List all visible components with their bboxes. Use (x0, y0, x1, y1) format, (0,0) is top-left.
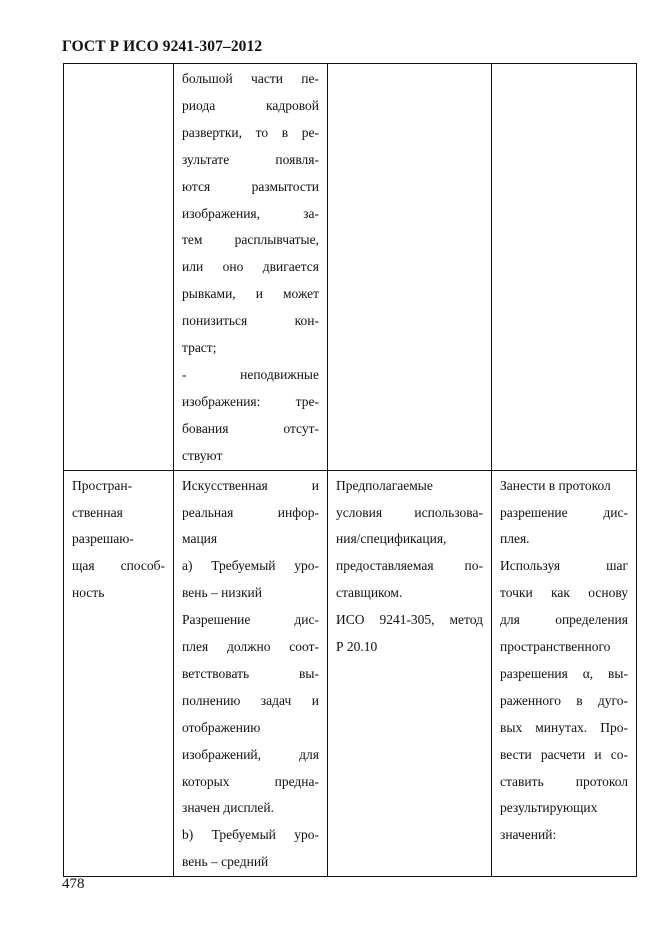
text-line: разрешаю- (72, 531, 134, 547)
table-cell-requirements (174, 64, 328, 471)
text-line: ИСО 9241-305, метод (336, 612, 483, 628)
text-line: понизиться кон- (182, 313, 319, 329)
text-line: - неподвижные (182, 366, 319, 382)
text-line: бования отсут- (182, 420, 319, 436)
table-row (64, 470, 637, 877)
text-line: раженного в дуго- (500, 692, 628, 708)
text-line: предоставляемая по- (336, 558, 483, 574)
text-line: плея должно соот- (182, 639, 319, 655)
text-line: Занести в протокол (500, 477, 611, 493)
text-line: изображения: тре- (182, 393, 319, 409)
text-line: для определения (500, 612, 628, 628)
text-line: большой части пе- (182, 71, 319, 86)
table-cell-conditions (328, 64, 492, 471)
text-line: Искусственная и (182, 477, 319, 493)
text-line: точки как основу (500, 585, 628, 601)
table-cell-requirements (174, 470, 328, 877)
text-line: Р 20.10 (336, 639, 378, 655)
text-line: результирующих (500, 800, 598, 816)
text-line: вых минутах. Про- (500, 719, 628, 735)
text-line: разрешения α, вы- (500, 665, 628, 681)
text-line: a) Требуемый уро- (182, 558, 319, 574)
text-line: Используя шаг (500, 558, 628, 574)
text-line: реальная инфор- (182, 504, 319, 520)
text-line: вести расчети и со- (500, 746, 628, 762)
text-line: разрешение дис- (500, 504, 628, 520)
text-line: Разрешение дис- (182, 612, 319, 628)
text-line: условия использова- (336, 504, 483, 520)
text-line: риода кадровой (182, 97, 319, 113)
text-line: или оно двигается (182, 259, 319, 275)
text-line: ственная (72, 504, 123, 520)
text-line: ветствовать вы- (182, 665, 319, 681)
text-line: щая способ- (72, 558, 165, 574)
table-cell-characteristic (64, 470, 174, 877)
text-line: изображений, для (182, 746, 319, 762)
text-line: ставщиком. (336, 585, 403, 601)
text-line: отображению (182, 719, 261, 735)
table-cell-characteristic (64, 64, 174, 471)
text-line: которых предна- (182, 773, 319, 789)
text-line: зультате появля- (182, 151, 319, 167)
text-line: пространственного (500, 639, 611, 655)
text-line: b) Требуемый уро- (182, 827, 319, 843)
text-line: ствуют (182, 447, 223, 463)
text-line: ются размытости (182, 178, 319, 194)
table-cell-procedure (492, 64, 637, 471)
requirements-table (63, 63, 637, 877)
text-line: ставить протокол (500, 773, 628, 789)
text-line: значен дисплей. (182, 800, 275, 816)
table-row (64, 64, 637, 471)
text-line: мация (182, 531, 218, 547)
table-cell-procedure (492, 470, 637, 877)
text-line: значений: (500, 827, 557, 843)
text-line: ния/спецификация, (336, 531, 447, 547)
document-header: ГОСТ Р ИСО 9241-307–2012 (62, 38, 263, 55)
text-line: Предполагаемые (336, 477, 433, 493)
text-line: ность (72, 585, 105, 601)
table-cell-conditions (328, 470, 492, 877)
text-line: вень – средний (182, 854, 269, 870)
text-line: тем расплывчатые, (182, 232, 319, 248)
text-line: вень – низкий (182, 585, 262, 601)
text-line: развертки, то в ре- (182, 124, 319, 140)
text-line: изображения, за- (182, 205, 319, 221)
text-line: плея. (500, 531, 530, 547)
page-number: 478 (62, 876, 85, 892)
text-line: траст; (182, 340, 217, 356)
text-line: Простран- (72, 477, 133, 493)
text-line: рывками, и может (182, 286, 319, 302)
text-line: полнению задач и (182, 692, 319, 708)
